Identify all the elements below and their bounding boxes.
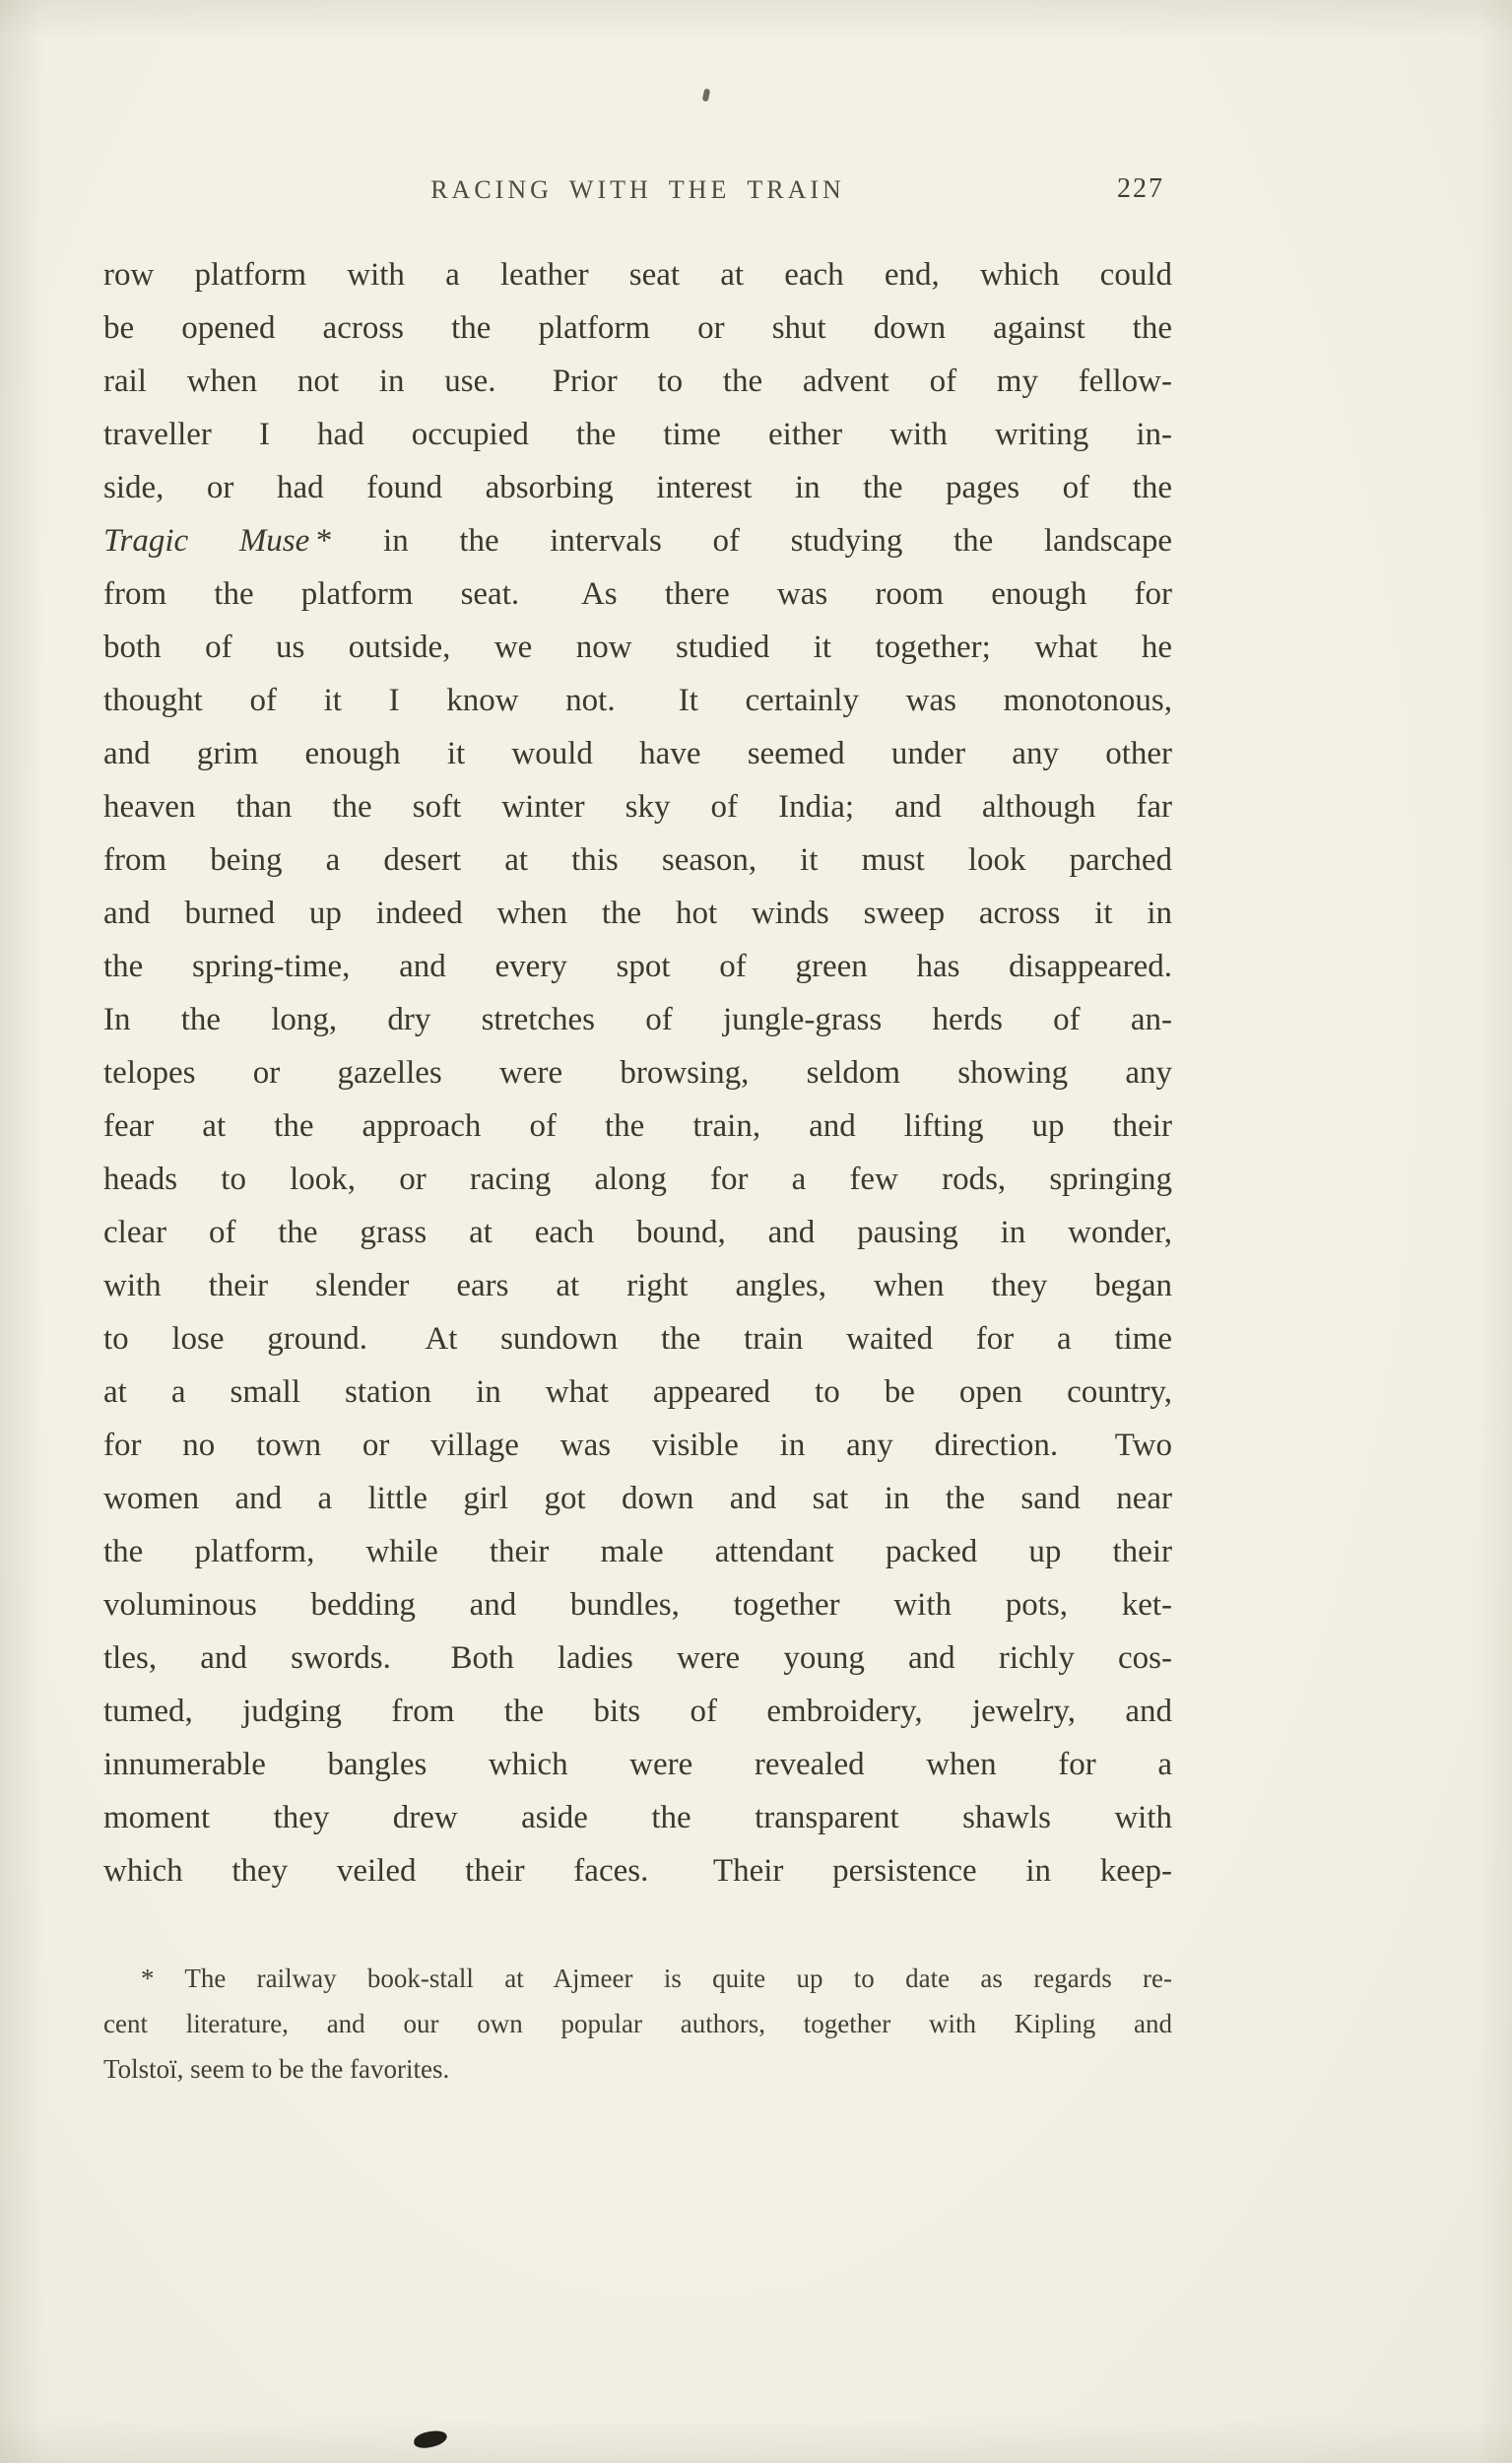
body-line [103, 1738, 1172, 1791]
body-line-text: innumerable bangles which were revealed when for a [103, 1747, 1172, 1782]
body-line [103, 1312, 1172, 1365]
body-line-text: tles, and swords. Both ladies were young and richly cos- [103, 1640, 1172, 1676]
body-line [103, 1419, 1172, 1472]
body-line-text: row platform with a leather seat at each end, which could [103, 257, 1172, 293]
body-line [103, 1259, 1172, 1312]
body-line [103, 780, 1172, 833]
body-line-text: with their slender ears at right angles, when they began [103, 1268, 1172, 1303]
body-line [103, 1099, 1172, 1153]
body-line-text: telopes or gazelles were browsing, seldom showing any [103, 1055, 1172, 1091]
body-line [103, 674, 1172, 727]
italic-book-title: Tragic Muse [103, 523, 310, 559]
body-line [103, 514, 1172, 567]
page-header [103, 175, 1172, 215]
body-line [103, 1365, 1172, 1419]
body-line-text: thought of it I know not. It certainly was monotonous, [103, 683, 1172, 718]
body-line [103, 355, 1172, 408]
body-line [103, 1791, 1172, 1844]
body-line-text: for no town or village was visible in any direction. Two [103, 1428, 1172, 1463]
body-text [103, 248, 1172, 1897]
body-line [103, 248, 1172, 301]
body-line [103, 567, 1172, 621]
body-line [103, 1206, 1172, 1259]
body-line [103, 301, 1172, 355]
running-title: RACING WITH THE TRAIN [430, 175, 845, 204]
body-line [103, 940, 1172, 993]
body-line-text: voluminous bedding and bundles, together with pots, ket- [103, 1587, 1172, 1623]
scan-artifact-top [702, 89, 711, 102]
body-line-text: and grim enough it would have seemed under any other [103, 736, 1172, 771]
body-line [103, 1631, 1172, 1685]
body-line [103, 833, 1172, 887]
body-line-text: clear of the grass at each bound, and pausing in wonder, [103, 1215, 1172, 1250]
body-line [103, 1525, 1172, 1578]
scan-artifact-bottom [413, 2430, 448, 2450]
page-number: 227 [1117, 173, 1164, 204]
body-line-text: traveller I had occupied the time either with writing in- [103, 417, 1172, 452]
footnote-line: cent literature, and our own popular authors, together with Kipling and [103, 2009, 1172, 2038]
body-line [103, 1578, 1172, 1631]
body-line [103, 1685, 1172, 1738]
body-line-text: both of us outside, we now studied it together; what he [103, 630, 1172, 665]
body-line-text: the platform, while their male attendant packed up their [103, 1534, 1172, 1569]
body-line-text: be opened across the platform or shut down against the [103, 310, 1172, 346]
body-line-text: the spring-time, and every spot of green has disappeared. [103, 949, 1172, 984]
footnote [103, 1956, 1172, 2092]
body-line [103, 1844, 1172, 1897]
body-line-text: rail when not in use. Prior to the advent of my fellow- [103, 364, 1172, 399]
body-line-text: heaven than the soft winter sky of India; and although far [103, 789, 1172, 825]
body-line-text: In the long, dry stretches of jungle-grass herds of an- [103, 1002, 1172, 1037]
body-line-text: which they veiled their faces. Their persistence in keep- [103, 1853, 1172, 1889]
body-line [103, 408, 1172, 461]
body-line-text: * in the intervals of studying the landscape [309, 523, 1172, 559]
body-line-text: to lose ground. At sundown the train waited for a time [103, 1321, 1172, 1357]
body-line [103, 621, 1172, 674]
body-line [103, 887, 1172, 940]
footnote-line: Tolstoï, seem to be the favorites. [103, 2054, 450, 2084]
body-line [103, 727, 1172, 780]
body-line-text: at a small station in what appeared to be open country, [103, 1374, 1172, 1410]
body-line-text: from the platform seat. As there was room enough for [103, 576, 1172, 612]
body-line [103, 1153, 1172, 1206]
body-line-text: moment they drew aside the transparent shawls with [103, 1800, 1172, 1835]
body-line [103, 1472, 1172, 1525]
body-line-text: heads to look, or racing along for a few rods, springing [103, 1162, 1172, 1197]
body-line [103, 1046, 1172, 1099]
body-line-text: from being a desert at this season, it must look parched [103, 842, 1172, 878]
body-line-text: tumed, judging from the bits of embroidery, jewelry, and [103, 1694, 1172, 1729]
body-line-text: women and a little girl got down and sat in the sand near [103, 1481, 1172, 1516]
body-line [103, 461, 1172, 514]
body-line-text: side, or had found absorbing interest in the pages of the [103, 470, 1172, 505]
body-line [103, 993, 1172, 1046]
body-line-text: and burned up indeed when the hot winds sweep across it in [103, 896, 1172, 931]
body-line-text: fear at the approach of the train, and lifting up their [103, 1108, 1172, 1144]
footnote-line: * The railway book-stall at Ajmeer is quite up to date as regards re- [141, 1964, 1172, 1993]
